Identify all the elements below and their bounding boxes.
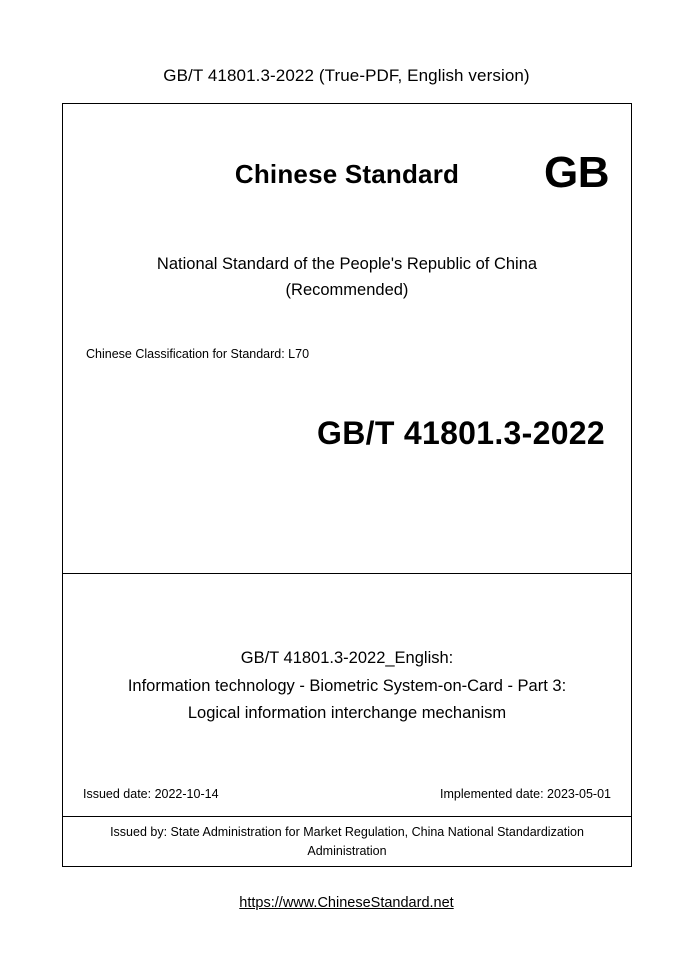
national-standard-line	[63, 252, 631, 303]
cover-title: Chinese Standard	[234, 159, 460, 189]
page-title: GB/T 41801.3-2022 (True-PDF, English version)	[163, 66, 530, 85]
issued-by: Issued by: State Administration for Market Regulation, China National Standardization Administration	[110, 825, 584, 858]
implemented-date: Implemented date: 2023-05-01	[440, 787, 611, 801]
issued-date: Issued date: 2022-10-14	[83, 787, 219, 801]
cover-top-cell	[63, 104, 631, 574]
national-standard-line2: (Recommended)	[285, 280, 409, 299]
standard-description	[63, 574, 631, 728]
footer-website-link[interactable]: https://www.ChineseStandard.net	[239, 895, 454, 911]
national-standard-line1: National Standard of the People's Republic of China	[156, 255, 538, 273]
cover-frame	[62, 103, 632, 867]
cover-middle-cell	[63, 574, 631, 817]
dates-row	[63, 787, 631, 801]
description-line2: Information technology - Biometric System-on-Card - Part 3:	[127, 676, 567, 695]
cover-bottom-cell	[63, 817, 631, 866]
description-line1: GB/T 41801.3-2022_English:	[240, 649, 454, 667]
gb-logo: GB	[544, 148, 609, 197]
classification-code: Chinese Classification for Standard: L70	[86, 347, 310, 362]
description-line3: Logical information interchange mechanism	[187, 704, 507, 723]
standard-number: GB/T 41801.3-2022	[317, 415, 605, 452]
